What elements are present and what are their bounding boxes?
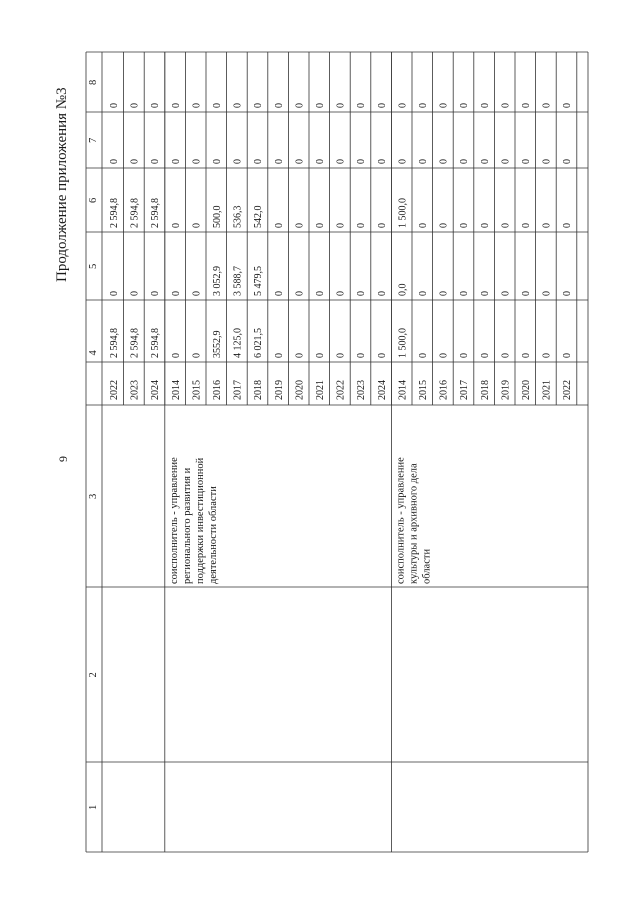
column-header-4: 4 <box>88 350 99 356</box>
coexecutor-2-line: культуры и архивного дела <box>408 463 420 584</box>
column-header-7: 7 <box>88 137 99 143</box>
value-cell: 0 <box>294 291 306 296</box>
value-cell: 0 <box>273 223 285 228</box>
value-cell: 0 <box>191 353 203 358</box>
year-cell: 2015 <box>191 380 203 400</box>
value-cell: 0 <box>438 159 450 164</box>
value-cell: 0 <box>356 159 368 164</box>
page-number: 9 <box>56 456 70 462</box>
value-cell: 0 <box>129 159 141 164</box>
value-cell: 500,0 <box>212 205 223 228</box>
value-cell: 0 <box>315 103 326 108</box>
value-cell: 0 <box>500 352 512 358</box>
value-cell: 0 <box>356 353 368 358</box>
value-cell: 0 <box>170 223 182 228</box>
value-cell: 0 <box>376 103 388 108</box>
value-cell: 0 <box>438 103 450 108</box>
value-cell: 0 <box>521 103 532 108</box>
value-cell: 0 <box>562 223 574 228</box>
value-cell: 2 594,8 <box>150 328 162 358</box>
value-cell: 0 <box>500 222 512 228</box>
value-cell: 0 <box>315 223 326 228</box>
value-cell: 0 <box>253 159 265 164</box>
value-cell: 0 <box>500 290 512 296</box>
value-cell: 0 <box>109 291 120 296</box>
value-cell: 0 <box>376 223 388 228</box>
value-cell: 0 <box>356 223 368 228</box>
year-cell: 2022 <box>335 380 347 400</box>
year-cell: 2023 <box>129 380 141 400</box>
year-cell: 2022 <box>562 380 574 400</box>
value-cell: 0 <box>500 102 512 108</box>
value-cell: 0 <box>232 103 244 108</box>
value-cell: 0 <box>541 291 553 296</box>
value-cell: 1 500,0 <box>397 328 409 358</box>
value-cell: 0 <box>335 353 347 358</box>
value-cell: 0 <box>294 103 306 108</box>
value-cell: 1 500,0 <box>397 198 409 228</box>
value-cell: 0 <box>315 159 326 164</box>
value-cell: 6 021,5 <box>253 328 265 358</box>
value-cell: 0 <box>232 159 244 164</box>
value-cell: 0 <box>129 291 141 296</box>
value-cell: 0 <box>541 353 553 358</box>
coexecutor-1-line: деятельности области <box>207 486 219 584</box>
value-cell: 0 <box>356 291 368 296</box>
value-cell: 0 <box>562 353 574 358</box>
value-cell: 3552,9 <box>212 330 223 358</box>
value-cell: 0 <box>479 353 491 358</box>
year-cell: 2023 <box>356 380 368 400</box>
year-cell: 2019 <box>273 380 285 400</box>
value-cell: 3 052,9 <box>212 266 223 296</box>
value-cell: 0 <box>541 159 553 164</box>
column-header-2: 2 <box>88 672 99 678</box>
value-cell: 0 <box>479 223 491 228</box>
value-cell: 0 <box>438 291 450 296</box>
value-cell: 0 <box>294 223 306 228</box>
value-cell: 0 <box>315 291 326 296</box>
column-header-5: 5 <box>88 263 99 269</box>
value-cell: 0 <box>335 223 347 228</box>
year-cell: 2017 <box>232 380 244 400</box>
value-cell: 0 <box>562 291 574 296</box>
year-cell: 2018 <box>479 380 491 400</box>
value-cell: 0 <box>397 159 409 164</box>
value-cell: 0 <box>335 103 347 108</box>
value-cell: 0 <box>418 103 429 108</box>
value-cell: 0 <box>562 159 574 164</box>
column-header-6: 6 <box>88 197 99 203</box>
column-header-1: 1 <box>88 804 99 810</box>
value-cell: 2 594,8 <box>109 328 120 358</box>
value-cell: 0 <box>335 159 347 164</box>
value-cell: 0 <box>479 291 491 296</box>
value-cell: 0,0 <box>397 283 409 296</box>
value-cell: 0 <box>521 353 532 358</box>
value-cell: 0 <box>459 159 471 164</box>
value-cell: 0 <box>212 159 223 164</box>
value-cell: 0 <box>170 103 182 108</box>
value-cell: 0 <box>500 158 512 164</box>
value-cell: 0 <box>294 159 306 164</box>
year-cell: 2016 <box>438 380 450 400</box>
coexecutor-2-line: соисполнитель - управление <box>395 457 407 584</box>
value-cell: 0 <box>521 159 532 164</box>
value-cell: 0 <box>129 103 141 108</box>
coexecutor-1-line: регионального развития и <box>181 467 193 584</box>
year-cell: 2014 <box>170 380 182 400</box>
value-cell: 0 <box>109 103 120 108</box>
column-header-8: 8 <box>88 79 99 85</box>
value-cell: 2 594,8 <box>109 198 120 228</box>
value-cell: 2 594,8 <box>150 198 162 228</box>
value-cell: 0 <box>294 353 306 358</box>
year-cell: 2021 <box>541 380 553 400</box>
year-cell: 2024 <box>150 380 162 400</box>
value-cell: 0 <box>109 159 120 164</box>
value-cell: 5 479,5 <box>253 266 265 296</box>
value-cell: 0 <box>459 353 471 358</box>
value-cell: 0 <box>191 223 203 228</box>
value-cell: 0 <box>150 103 162 108</box>
coexecutor-1-line: соисполнитель - управление <box>168 457 180 584</box>
value-cell: 0 <box>459 103 471 108</box>
value-cell: 0 <box>273 103 285 108</box>
value-cell: 542,0 <box>253 205 265 228</box>
document-title: Продолжение приложения №3 <box>54 87 70 282</box>
value-cell: 2 594,8 <box>129 198 141 228</box>
value-cell: 0 <box>438 223 450 228</box>
value-cell: 0 <box>273 353 285 358</box>
coexecutor-1-line: поддержки инвестиционной <box>194 457 206 584</box>
year-cell: 2020 <box>521 380 532 400</box>
value-cell: 0 <box>541 223 553 228</box>
value-cell: 0 <box>335 291 347 296</box>
value-cell: 536,3 <box>232 205 244 228</box>
value-cell: 0 <box>170 353 182 358</box>
value-cell: 0 <box>191 159 203 164</box>
value-cell: 0 <box>376 353 388 358</box>
value-cell: 0 <box>150 291 162 296</box>
value-cell: 0 <box>418 353 429 358</box>
year-cell: 2014 <box>397 380 409 400</box>
value-cell: 0 <box>273 159 285 164</box>
value-cell: 0 <box>459 291 471 296</box>
value-cell: 0 <box>191 291 203 296</box>
value-cell: 0 <box>438 353 450 358</box>
value-cell: 3 588,7 <box>232 266 244 296</box>
value-cell: 0 <box>418 223 429 228</box>
value-cell: 0 <box>562 103 574 108</box>
value-cell: 0 <box>541 103 553 108</box>
value-cell: 0 <box>253 103 265 108</box>
year-cell: 2016 <box>212 380 223 400</box>
value-cell: 0 <box>418 159 429 164</box>
value-cell: 0 <box>191 103 203 108</box>
value-cell: 0 <box>356 103 368 108</box>
value-cell: 0 <box>521 291 532 296</box>
year-cell: 2017 <box>459 380 471 400</box>
year-cell: 2019 <box>500 379 512 400</box>
value-cell: 0 <box>273 291 285 296</box>
value-cell: 0 <box>479 103 491 108</box>
value-cell: 0 <box>150 159 162 164</box>
column-header-3: 3 <box>88 493 99 499</box>
value-cell: 0 <box>397 103 409 108</box>
value-cell: 0 <box>170 159 182 164</box>
value-cell: 0 <box>212 103 223 108</box>
year-cell: 2018 <box>253 380 265 400</box>
year-cell: 2015 <box>418 380 429 400</box>
value-cell: 0 <box>376 159 388 164</box>
year-cell: 2022 <box>109 380 120 400</box>
value-cell: 4 125,0 <box>232 328 244 358</box>
value-cell: 0 <box>418 291 429 296</box>
value-cell: 2 594,8 <box>129 328 141 358</box>
value-cell: 0 <box>521 223 532 228</box>
year-cell: 2021 <box>315 380 326 400</box>
year-cell: 2024 <box>376 380 388 400</box>
value-cell: 0 <box>479 159 491 164</box>
value-cell: 0 <box>170 291 182 296</box>
coexecutor-2-line: области <box>421 548 433 584</box>
value-cell: 0 <box>315 353 326 358</box>
value-cell: 0 <box>376 291 388 296</box>
value-cell: 0 <box>459 223 471 228</box>
year-cell: 2020 <box>294 380 306 400</box>
